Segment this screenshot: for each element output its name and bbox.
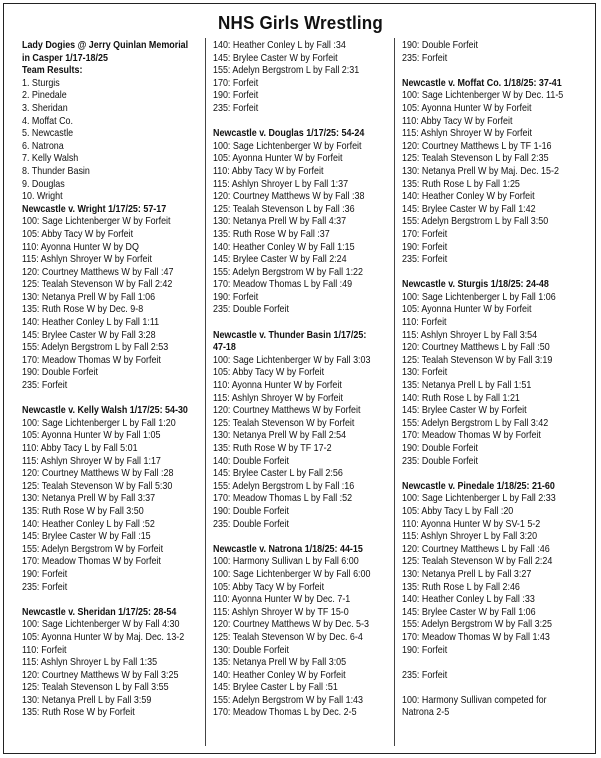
result-line: 120: Courtney Matthews L by Fall :46	[402, 543, 550, 555]
result-line: 120: Courtney Matthews L by TF 1-16	[402, 140, 552, 152]
result-line: 130: Double Forfeit	[213, 644, 290, 656]
result-line: 130: Netanya Prell W by Fall 2:54	[213, 430, 347, 442]
result-line: 130: Netanya Prell W by Maj. Dec. 15-2	[402, 165, 559, 177]
result-line: 1. Sturgis	[22, 77, 60, 89]
spacer	[213, 116, 370, 129]
result-line: Natrona 2-5	[402, 707, 450, 719]
results-column-2	[213, 40, 370, 720]
result-line: 135: Netanya Prell W by Fall 3:05	[213, 657, 347, 669]
result-line: 145: Brylee Caster W by Forfeit	[213, 52, 338, 64]
result-line: 100: Sage Lichtenberger L by Fall 1:20	[22, 417, 176, 429]
result-line: 115: Ashlyn Shroyer W by Forfeit	[402, 128, 532, 140]
result-line: 170: Meadow Thomas W by Fall 1:43	[402, 631, 550, 643]
result-line: 120: Courtney Matthews W by Fall 3:25	[22, 669, 179, 681]
result-line: 110: Forfeit	[402, 317, 447, 329]
spacer	[402, 65, 563, 78]
result-line: 145: Brylee Caster L by Fall :51	[213, 682, 338, 694]
result-line: 235: Forfeit	[22, 380, 68, 392]
result-line: 190: Forfeit	[213, 291, 259, 303]
result-line: 190: Double Forfeit	[213, 505, 290, 517]
result-line: 125: Tealah Stevenson W by Dec. 6-4	[213, 631, 363, 643]
result-line: 105: Ayonna Hunter W by Forfeit	[402, 102, 532, 114]
result-line: 125: Tealah Stevenson W by Fall 5:30	[22, 480, 173, 492]
result-line: 135: Ruth Rose W by Fall 3:50	[22, 505, 144, 517]
result-line: 190: Forfeit	[402, 644, 448, 656]
result-line: 130: Forfeit	[402, 367, 448, 379]
result-line: 190: Double Forfeit	[22, 367, 99, 379]
result-line: 145: Brylee Caster L by Fall 2:56	[213, 468, 343, 480]
result-line: 125: Tealah Stevenson W by Fall 2:42	[22, 279, 173, 291]
spacer	[402, 267, 563, 280]
result-line: 105: Ayonna Hunter W by Fall 1:05	[22, 430, 161, 442]
result-line: 155: Adelyn Bergstrom W by Fall 3:25	[402, 619, 553, 631]
result-line: 100: Sage Lichtenberger W by Fall 3:03	[213, 354, 371, 366]
result-line: 9. Douglas	[22, 178, 65, 190]
section-heading: 47-18	[213, 342, 236, 354]
spacer	[22, 393, 188, 406]
section-heading: Newcastle v. Natrona 1/18/25: 44-15	[213, 543, 363, 555]
result-line: 140: Ruth Rose L by Fall 1:21	[402, 392, 520, 404]
result-line: 170: Meadow Thomas W by Forfeit	[22, 354, 161, 366]
section-heading: Newcastle v. Pinedale 1/18/25: 21-60	[402, 480, 555, 492]
result-line: 8. Thunder Basin	[22, 165, 90, 177]
section-heading: Newcastle v. Sheridan 1/17/25: 28-54	[22, 606, 177, 618]
result-line: 145: Brylee Caster W by Fall :15	[22, 531, 151, 543]
result-line: 125: Tealah Stevenson L by Fall :36	[213, 203, 355, 215]
result-line: 105: Ayonna Hunter W by Forfeit	[213, 153, 343, 165]
result-line: 120: Courtney Matthews W by Fall :38	[213, 191, 365, 203]
result-line: 125: Tealah Stevenson W by Forfeit	[213, 417, 355, 429]
result-line: 100: Sage Lichtenberger W by Fall 6:00	[213, 568, 371, 580]
result-line: 115: Ashlyn Shroyer W by TF 15-0	[213, 606, 349, 618]
result-line: 190: Forfeit	[213, 90, 259, 102]
result-line: 2. Pinedale	[22, 90, 67, 102]
result-line: 100: Sage Lichtenberger L by Fall 2:33	[402, 493, 556, 505]
result-line: 115: Ashlyn Shroyer L by Fall 1:37	[213, 178, 349, 190]
column-divider	[205, 38, 206, 746]
result-line: 115: Ashlyn Shroyer L by Fall 3:54	[402, 329, 538, 341]
spacer	[402, 682, 563, 695]
result-line: 145: Brylee Caster W by Fall 1:42	[402, 203, 536, 215]
result-line: 135: Ruth Rose W by Forfeit	[22, 707, 135, 719]
result-line: 7. Kelly Walsh	[22, 153, 79, 165]
result-line: 155: Adelyn Bergstrom L by Fall 3:42	[402, 417, 549, 429]
result-line: 155: Adelyn Bergstrom L by Fall 2:53	[22, 342, 169, 354]
result-line: 140: Heather Conley W by Fall 1:15	[213, 241, 355, 253]
result-line: 120: Courtney Matthews W by Dec. 5-3	[213, 619, 369, 631]
result-line: 105: Abby Tacy W by Forfeit	[213, 581, 325, 593]
result-line: 155: Adelyn Bergstrom W by Forfeit	[22, 543, 164, 555]
result-line: 235: Forfeit	[22, 581, 68, 593]
result-line: 140: Double Forfeit	[213, 455, 290, 467]
result-line: 140: Heather Conley L by Fall :33	[402, 594, 535, 606]
column-divider	[394, 38, 395, 746]
section-heading: Team Results:	[22, 65, 83, 77]
result-line: 190: Double Forfeit	[402, 443, 479, 454]
result-line: 125: Tealah Stevenson W by Fall 3:19	[402, 354, 553, 366]
result-line: 4. Moffat Co.	[22, 115, 73, 127]
result-line: 140: Heather Conley L by Fall :34	[213, 40, 346, 51]
result-line: 190: Forfeit	[402, 241, 448, 253]
spacer	[213, 531, 370, 544]
section-heading: Newcastle v. Moffat Co. 1/18/25: 37-41	[402, 77, 562, 89]
result-line: 125: Tealah Stevenson L by Fall 3:55	[22, 682, 169, 694]
result-line: 140: Heather Conley W by Forfeit	[213, 669, 346, 681]
result-line: 105: Abby Tacy W by Forfeit	[213, 367, 325, 379]
results-column-3	[402, 40, 563, 720]
result-line: 135: Ruth Rose L by Fall 2:46	[402, 581, 520, 593]
result-line: 235: Double Forfeit	[402, 455, 479, 467]
result-line: 105: Ayonna Hunter W by Maj. Dec. 13-2	[22, 631, 185, 643]
result-line: 155: Adelyn Bergstrom L by Fall 2:31	[213, 65, 360, 77]
section-heading: Newcastle v. Wright 1/17/25: 57-17	[22, 203, 167, 215]
result-line: 170: Forfeit	[402, 228, 448, 240]
result-line: 130: Netanya Prell L by Fall 3:27	[402, 568, 532, 580]
result-line: 105: Abby Tacy W by Forfeit	[22, 228, 134, 240]
spacer	[402, 468, 563, 481]
result-line: 130: Netanya Prell L by Fall 3:59	[22, 694, 152, 706]
result-line: 110: Forfeit	[22, 644, 67, 656]
result-line: 110: Ayonna Hunter W by DQ	[22, 241, 139, 253]
result-line: 140: Heather Conley L by Fall :52	[22, 518, 155, 530]
result-line: 105: Ayonna Hunter W by Forfeit	[402, 304, 532, 316]
result-line: 100: Sage Lichtenberger W by Dec. 11-5	[402, 90, 564, 102]
result-line: 235: Double Forfeit	[213, 518, 290, 530]
result-line: 235: Forfeit	[402, 254, 448, 266]
result-line: 120: Courtney Matthews W by Fall :47	[22, 266, 174, 278]
section-heading: Newcastle v. Douglas 1/17/25: 54-24	[213, 128, 365, 140]
section-heading: Newcastle v. Sturgis 1/18/25: 24-48	[402, 279, 549, 291]
result-line: 115: Ashlyn Shroyer W by Fall 1:17	[22, 455, 161, 467]
result-line: 170: Forfeit	[213, 77, 259, 89]
result-line: 190: Double Forfeit	[402, 40, 479, 51]
result-line: 155: Adelyn Bergstrom L by Fall 3:50	[402, 216, 549, 228]
result-line: 145: Brylee Caster W by Fall 1:06	[402, 606, 536, 618]
section-heading: Lady Dogies @ Jerry Quinlan Memorial	[22, 40, 189, 51]
result-line: 6. Natrona	[22, 140, 64, 152]
spacer	[213, 317, 370, 330]
result-line: 100: Sage Lichtenberger W by Forfeit	[213, 140, 362, 152]
result-line: 235: Forfeit	[402, 669, 448, 681]
result-line: 110: Abby Tacy W by Forfeit	[402, 115, 513, 127]
result-line: 140: Heather Conley L by Fall 1:11	[22, 317, 160, 329]
result-line: 3. Sheridan	[22, 102, 68, 114]
result-line: 110: Ayonna Hunter W by Forfeit	[213, 380, 342, 392]
result-line: 115: Ashlyn Shroyer L by Fall 1:35	[22, 657, 158, 669]
result-line: 110: Abby Tacy W by Forfeit	[213, 165, 324, 177]
result-line: 170: Meadow Thomas L by Fall :52	[213, 493, 353, 505]
result-line: 170: Meadow Thomas L by Fall :49	[213, 279, 353, 291]
result-line: 120: Courtney Matthews W by Fall :28	[22, 468, 174, 480]
result-line: 115: Ashlyn Shroyer L by Fall 3:20	[402, 531, 538, 543]
result-line: 235: Double Forfeit	[213, 304, 290, 316]
result-line: 100: Sage Lichtenberger L by Fall 1:06	[402, 291, 556, 303]
result-line: 115: Ashlyn Shroyer W by Forfeit	[22, 254, 152, 266]
result-line: 145: Brylee Caster W by Forfeit	[402, 405, 527, 417]
result-line: 130: Netanya Prell W by Fall 4:37	[213, 216, 347, 228]
result-line: 115: Ashlyn Shroyer W by Forfeit	[213, 392, 343, 404]
result-line: 135: Ruth Rose W by Fall :37	[213, 228, 330, 240]
result-line: 145: Brylee Caster W by Fall 2:24	[213, 254, 347, 266]
result-line: 120: Courtney Matthews L by Fall :50	[402, 342, 550, 354]
result-line: 125: Tealah Stevenson L by Fall 2:35	[402, 153, 549, 165]
result-line: 135: Ruth Rose W by Dec. 9-8	[22, 304, 144, 316]
result-line: 170: Meadow Thomas W by Forfeit	[402, 430, 541, 442]
result-line: 145: Brylee Caster W by Fall 3:28	[22, 329, 156, 341]
section-heading: Newcastle v. Kelly Walsh 1/17/25: 54-30	[22, 405, 188, 417]
result-line: 100: Sage Lichtenberger W by Fall 4:30	[22, 619, 180, 631]
result-line: 170: Meadow Thomas W by Forfeit	[22, 556, 161, 568]
result-line: 135: Ruth Rose W by TF 17-2	[213, 443, 332, 454]
spacer	[402, 657, 563, 670]
result-line: 110: Abby Tacy L by Fall 5:01	[22, 443, 138, 454]
result-line: 5. Newcastle	[22, 128, 74, 140]
result-line: 100: Harmony Sullivan L by Fall 6:00	[213, 556, 359, 568]
section-heading: in Casper 1/17-18/25	[22, 52, 108, 64]
result-line: 110: Ayonna Hunter W by SV-1 5-2	[402, 518, 541, 530]
result-line: 140: Heather Conley W by Forfeit	[402, 191, 535, 203]
spacer	[22, 594, 188, 607]
result-line: 110: Ayonna Hunter W by Dec. 7-1	[213, 594, 351, 606]
result-line: 155: Adelyn Bergstrom W by Fall 1:43	[213, 694, 364, 706]
result-line: 120: Courtney Matthews W by Forfeit	[213, 405, 361, 417]
result-line: 100: Harmony Sullivan competed for	[402, 694, 547, 706]
result-line: 100: Sage Lichtenberger W by Forfeit	[22, 216, 171, 228]
section-heading: Newcastle v. Thunder Basin 1/17/25:	[213, 329, 367, 341]
result-line: 235: Forfeit	[213, 102, 259, 114]
result-line: 10. Wright	[22, 191, 63, 203]
page-title: NHS Girls Wrestling	[218, 12, 383, 33]
result-line: 135: Ruth Rose L by Fall 1:25	[402, 178, 520, 190]
results-column-1	[22, 40, 188, 720]
result-line: 155: Adelyn Bergstrom W by Fall 1:22	[213, 266, 364, 278]
result-line: 135: Netanya Prell L by Fall 1:51	[402, 380, 532, 392]
result-line: 235: Forfeit	[402, 52, 448, 64]
result-line: 155: Adelyn Bergstrom L by Fall :16	[213, 480, 355, 492]
result-line: 170: Meadow Thomas L by Dec. 2-5	[213, 707, 357, 719]
result-line: 130: Netanya Prell W by Fall 1:06	[22, 291, 156, 303]
result-line: 105: Abby Tacy L by Fall :20	[402, 505, 514, 517]
result-line: 130: Netanya Prell W by Fall 3:37	[22, 493, 156, 505]
result-line: 125: Tealah Stevenson W by Fall 2:24	[402, 556, 553, 568]
result-line: 190: Forfeit	[22, 568, 68, 580]
